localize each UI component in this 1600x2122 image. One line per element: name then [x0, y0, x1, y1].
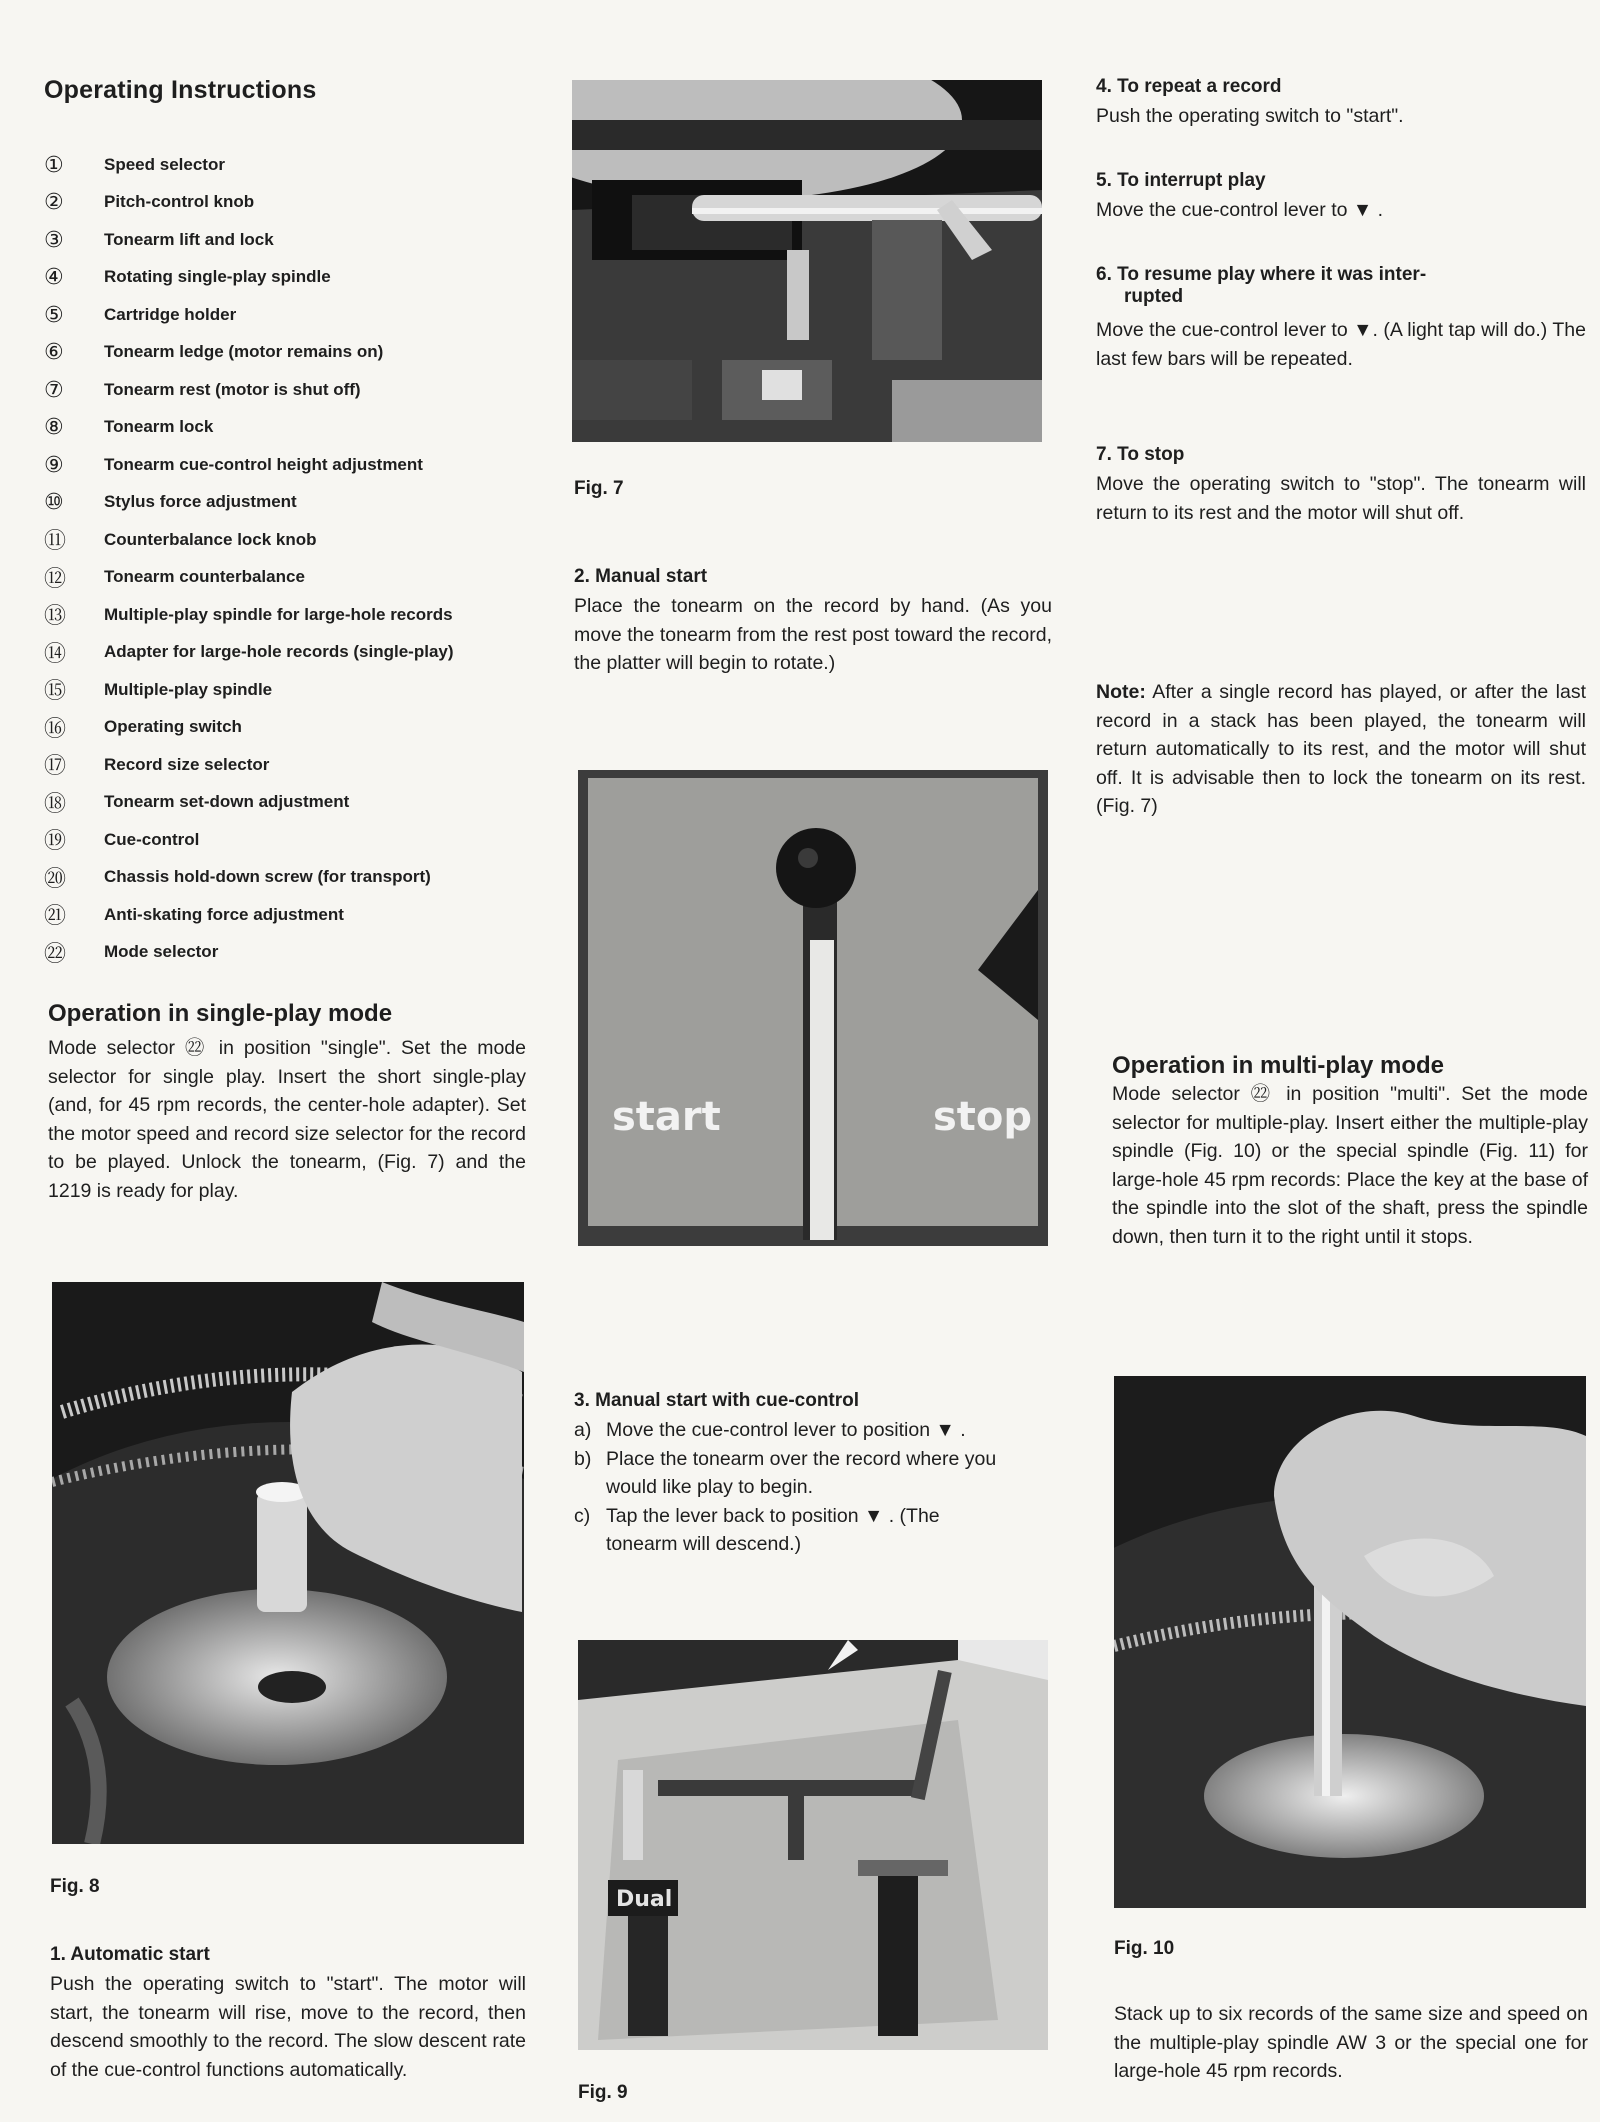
repeat-heading: 4. To repeat a record [1096, 76, 1282, 97]
fig10-caption: Fig. 10 [1114, 1938, 1175, 1959]
fig8-photo [52, 1282, 524, 1844]
legend-item: ⑲ Cue-control [44, 828, 200, 854]
interrupt-text: Move the cue-control lever to ▼ . [1096, 199, 1384, 221]
switch-stop-label: stop [933, 1094, 1033, 1140]
single-play-text: Mode selector ㉒ in position "single". Set the mode selector for single play. Insert the short single-play (and, for 45 rpm records, the center-hole adapter). Set the motor speed and record size selector for the record to be played. Unlock the tonearm, (Fig. 7) and the 1219 is ready for play. [48, 1037, 526, 1202]
interrupt-heading: 5. To interrupt play [1096, 170, 1266, 191]
legend-item: ⑩ Stylus force adjustment [44, 489, 297, 515]
fig10-photo [1114, 1376, 1586, 1908]
resume-text: Move the cue-control lever to ▼. (A light tap will do.) The last few bars will be repeated. [1096, 319, 1586, 370]
legend-item: ⑯ Operating switch [44, 715, 242, 741]
legend-item: ① Speed selector [44, 151, 225, 177]
cue-start-heading: 3. Manual start with cue-control [574, 1390, 860, 1411]
stack-text: Stack up to six records of the same size and speed on the multiple-play spindle AW 3 or the special one for large-hole 45 rpm records. [1114, 2003, 1588, 2082]
auto-start-heading: 1. Automatic start [50, 1944, 210, 1965]
legend-item: ⑱ Tonearm set-down adjustment [44, 790, 350, 816]
repeat-text: Push the operating switch to "start". [1096, 105, 1404, 127]
legend-item: ⑥ Tonearm ledge (motor remains on) [44, 339, 384, 365]
switch-start-label: start [612, 1094, 721, 1140]
resume-heading: 6. To resume play where it was inter- rupted [1096, 264, 1427, 307]
list-item: c) Tap the lever back to position ▼ . (The tonearm will descend.) [574, 1504, 940, 1555]
legend-item: ⑫ Tonearm counterbalance [44, 565, 305, 591]
legend-item: ⑳ Chassis hold-down screw (for transport) [44, 865, 431, 891]
page-title: Operating Instructions [44, 76, 317, 104]
legend-item: ⑰ Record size selector [44, 753, 270, 779]
legend-item: ⑦ Tonearm rest (motor is shut off) [44, 376, 361, 402]
legend-item: ④ Rotating single-play spindle [44, 264, 331, 290]
legend-item: ㉑ Anti-skating force adjustment [44, 903, 344, 929]
legend-item: ⑭ Adapter for large-hole records (single-play) [44, 640, 454, 666]
legend-item: ⑨ Tonearm cue-control height adjustment [44, 451, 423, 477]
fig9-caption: Fig. 9 [578, 2082, 628, 2103]
list-item: b) Place the tonearm over the record where you would like play to begin. [574, 1447, 997, 1498]
legend-item: ② Pitch-control knob [44, 189, 255, 215]
legend-item: ㉒ Mode selector [44, 940, 219, 966]
note-label: Note: [1096, 681, 1146, 703]
fig8-caption: Fig. 8 [50, 1876, 100, 1897]
legend-item: ③ Tonearm lift and lock [44, 226, 274, 252]
fig9-photo [578, 1640, 1048, 2050]
list-item: a) Move the cue-control lever to position ▼ . [574, 1419, 966, 1441]
manual-start-heading: 2. Manual start [574, 566, 708, 587]
manual-start-text: Place the tonearm on the record by hand. (As you move the tonearm from the rest post toward the record, the platter will begin to rotate.) [574, 595, 1052, 674]
fig9-brand-label: Dual [616, 1887, 673, 1912]
fig7-photo [572, 80, 1042, 442]
parts-legend [44, 146, 534, 971]
legend-item: ⑧ Tonearm lock [44, 414, 214, 440]
single-play-heading: Operation in single-play mode [48, 1000, 393, 1027]
legend-item: ⑮ Multiple-play spindle [44, 678, 273, 704]
stop-heading: 7. To stop [1096, 444, 1185, 465]
cue-steps [574, 1416, 1014, 1559]
operating-switch-figure [578, 770, 1048, 1246]
legend-item: ⑪ Counterbalance lock knob [44, 528, 317, 554]
note-paragraph: Note: After a single record has played, or after the last record in a stack has been played, the tonearm will return automatically to its rest, and the motor will shut off. It is advisable then to lock the tonearm on its rest. (Fig. 7) [1096, 681, 1587, 817]
fig7-caption: Fig. 7 [574, 478, 624, 499]
multi-play-text: Mode selector ㉒ in position "multi". Set the mode selector for multiple-play. Insert either the multiple-play spindle (Fig. 10) or the special spindle (Fig. 11) for large-hole 45 rpm records: Place the key at the base of the spindle into the slot of the shaft, press the spindle down, then turn it to the right until it stops. [1112, 1083, 1588, 1248]
auto-start-text: Push the operating switch to "start". The motor will start, the tonearm will rise, move to the record, then descend smoothly to the record. The slow descent rate of the cue-control functions automatically. [50, 1973, 526, 2081]
stop-text: Move the operating switch to "stop". The tonearm will return to its rest and the motor will shut off. [1096, 473, 1586, 524]
multi-play-heading: Operation in multi-play mode [1112, 1052, 1445, 1079]
legend-item: ⑬ Multiple-play spindle for large-hole records [44, 603, 453, 629]
legend-item: ⑤ Cartridge holder [44, 301, 237, 327]
